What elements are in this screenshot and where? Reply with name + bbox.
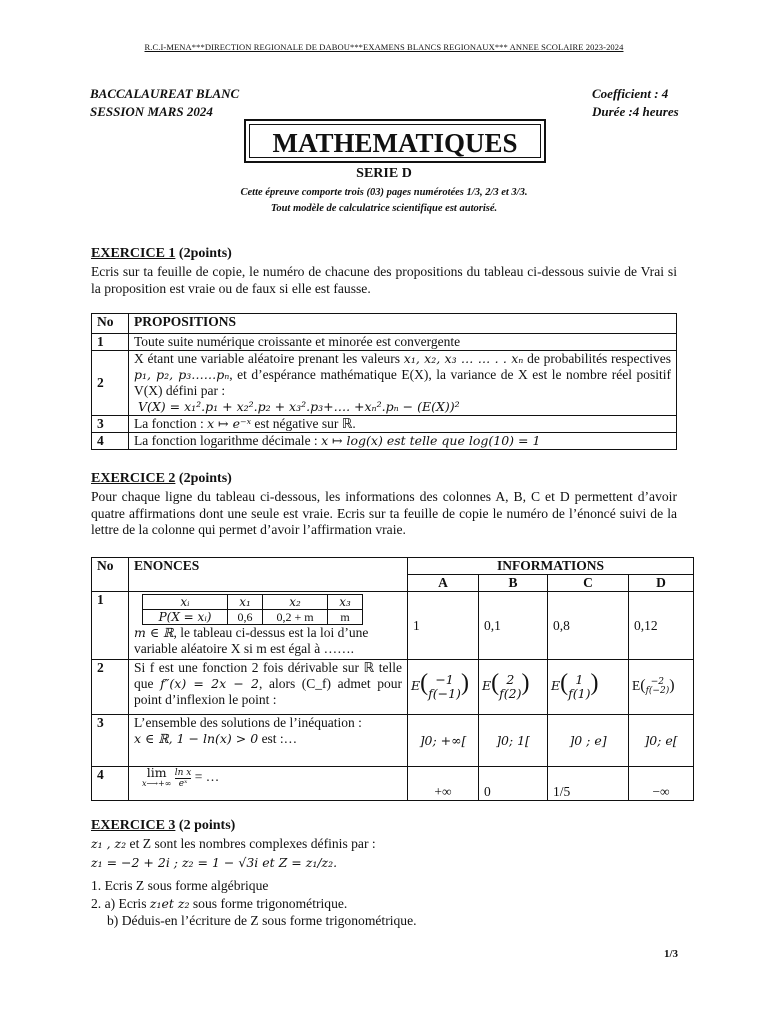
ex2-row-2-c: E( 1 f(1) ) bbox=[548, 660, 629, 715]
point-a-abscissa: −1 bbox=[435, 672, 454, 687]
ex2-col-no: No bbox=[92, 558, 129, 592]
point-c-abscissa: 1 bbox=[575, 672, 584, 687]
ex2-row-1-b: 0,1 bbox=[479, 592, 548, 660]
exam-banner: R.C.I-MENA***DIRECTION REGIONALE DE DABOU***EXAMENS BLANCS REGIONAUX*** ANNEE SCOLAIRE 2023-2024 bbox=[144, 42, 624, 52]
subject-title: MATHEMATIQUES bbox=[249, 124, 541, 158]
law-p2: 0,2 + m bbox=[263, 610, 328, 625]
point-d-prefix: E bbox=[632, 678, 641, 694]
exercise-3-intro bbox=[91, 836, 677, 853]
law-head-x1: x₁ bbox=[228, 595, 263, 610]
ex2-row-1-sentence: , le tableau ci-dessus est la loi d’une variable aléatoire X si m est égal à ……. bbox=[134, 625, 369, 656]
point-b-abscissa: 2 bbox=[506, 672, 515, 687]
row-4-text bbox=[129, 433, 677, 450]
exercise-1-title bbox=[91, 246, 232, 262]
ex3-question-2a-start: 2. a) Ecris bbox=[91, 896, 147, 911]
exercise-3-points: (2 points) bbox=[178, 818, 236, 833]
law-p3: m bbox=[328, 610, 363, 625]
row-3-text-b: est négative sur ℝ. bbox=[254, 416, 356, 431]
ex2-row-2-no: 2 bbox=[92, 660, 129, 715]
ex2-row-2-a: E( −1 f(−1) ) bbox=[408, 660, 479, 715]
row-2-text-c: , et d’espérance mathématique E(X), la variance de X est le nombre réel positif V(X) défini par : bbox=[134, 367, 672, 398]
limit-subscript: x⟶+∞ bbox=[142, 779, 172, 788]
point-a-ordinate: f(−1) bbox=[428, 686, 461, 701]
ex2-row-1-text bbox=[134, 625, 402, 657]
exercise-2-instruction: Pour chaque ligne du tableau ci-dessous, les informations des colonnes A, B, C et D permettent d’avoir quatre affirmations dont une seule est vraie. Ecris sur ta feuille de copie le numéro de l’énoncé suivi de la lettre de la colonne qui permet d’avoir l’affirmation vraie. bbox=[91, 489, 677, 537]
ex2-col-a: A bbox=[408, 575, 479, 592]
row-4-math: x ↦ log(x) est telle que log(10) = 1 bbox=[321, 433, 541, 448]
ex2-row-3-enonce bbox=[129, 715, 408, 767]
fraction-numerator: ln x bbox=[174, 767, 192, 778]
coefficient: Coefficient : 4 bbox=[592, 86, 669, 101]
ex2-row-4-d: −∞ bbox=[629, 767, 694, 801]
ex3-question-2a-math: z₁et z₂ bbox=[149, 896, 190, 911]
calculator-note: Tout modèle de calculatrice scientifique est autorisé. bbox=[270, 203, 498, 214]
ex2-row-1-no: 1 bbox=[92, 592, 129, 660]
exercise-3-label: EXERCICE 3 bbox=[91, 818, 176, 833]
point-c-ordinate: f(1) bbox=[568, 686, 591, 701]
ex2-row-3-no: 3 bbox=[92, 715, 129, 767]
ex3-variables: z₁ , z₂ bbox=[91, 836, 127, 851]
law-p1: 0,6 bbox=[228, 610, 263, 625]
probability-law-table bbox=[142, 594, 363, 625]
ex2-row-3-c: ]0 ; e] bbox=[548, 715, 629, 767]
row-3-text-a: La fonction : bbox=[134, 416, 204, 431]
ex2-row-3-d: ]0; e[ bbox=[629, 715, 694, 767]
ex2-row-2-b: E( 2 f(2) ) bbox=[479, 660, 548, 715]
exam-session: SESSION MARS 2024 bbox=[90, 104, 213, 119]
row-2-text bbox=[129, 351, 677, 416]
row-2-text-a: X étant une variable aléatoire prenant les valeurs bbox=[134, 351, 401, 366]
law-p-label: P(X = xᵢ) bbox=[143, 610, 228, 625]
ex2-row-1-enonce bbox=[129, 592, 408, 660]
exercise-3-title bbox=[91, 818, 235, 834]
exercise-1-label: EXERCICE 1 bbox=[91, 246, 176, 261]
subject-title-box bbox=[244, 119, 546, 163]
ex2-row-3-b: ]0; 1[ bbox=[479, 715, 548, 767]
point-a-prefix: E bbox=[411, 678, 421, 694]
ex2-row-2-text-b: , alors (C_f) admet pour point d’inflexion le point : bbox=[134, 676, 403, 707]
row-4-no: 4 bbox=[92, 433, 129, 450]
ex2-row-3-tail: est :… bbox=[261, 731, 298, 746]
row-2-no: 2 bbox=[92, 351, 129, 416]
ex2-row-1-math: m ∈ ℝ bbox=[134, 625, 174, 640]
law-head-x2: x₂ bbox=[263, 595, 328, 610]
ex2-col-b: B bbox=[479, 575, 548, 592]
point-b-ordinate: f(2) bbox=[499, 686, 522, 701]
ex2-row-4-no: 4 bbox=[92, 767, 129, 801]
pages-note: Cette épreuve comporte trois (03) pages numérotées 1/3, 2/3 et 3/3. bbox=[240, 187, 528, 198]
ex2-row-4-a: +∞ bbox=[408, 767, 479, 801]
exercise-2-title bbox=[91, 471, 232, 487]
row-4-text-a: La fonction logarithme décimale : bbox=[134, 433, 318, 448]
point-d-ordinate: f(−2) bbox=[645, 686, 670, 696]
row-2-values: x₁, x₂, x₃ … … . . xₙ bbox=[403, 351, 524, 366]
serie-label: SERIE D bbox=[356, 166, 412, 181]
ex2-row-3-text: L’ensemble des solutions de l’inéquation : bbox=[134, 715, 362, 730]
ex2-row-2-math: f″(x) = 2x − 2 bbox=[160, 676, 259, 691]
duration: Durée :4 heures bbox=[592, 104, 679, 119]
variance-formula: V(X) = x₁².p₁ + x₂².p₂ + x₃².p₃+…. +xₙ².pₙ − (E(X))² bbox=[138, 399, 460, 414]
ex2-col-informations: INFORMATIONS bbox=[408, 558, 694, 575]
ex2-col-d: D bbox=[629, 575, 694, 592]
exercise-1-table bbox=[91, 313, 677, 450]
ex2-row-4-b: 0 bbox=[479, 767, 548, 801]
ex2-row-4-enonce bbox=[129, 767, 408, 801]
ex2-col-enonces: ENONCES bbox=[129, 558, 408, 592]
ex3-question-2a bbox=[91, 896, 347, 913]
limit-tail: = … bbox=[194, 769, 220, 785]
row-3-math: x ↦ e⁻ˣ bbox=[207, 416, 252, 431]
ex2-row-1-d: 0,12 bbox=[629, 592, 694, 660]
ex2-row-2-text-a: Si f est une fonction 2 fois dérivable sur ℝ telle que bbox=[134, 660, 402, 691]
row-2-text-b: de probabilités respectives bbox=[527, 351, 672, 366]
exercise-1-points: (2points) bbox=[178, 246, 232, 261]
ex3-definitions: z₁ = −2 + 2i ; z₂ = 1 − √3i et Z = z₁/z₂. bbox=[91, 855, 338, 870]
ex3-question-2b: b) Déduis-en l’écriture de Z sous forme trigonométrique. bbox=[107, 913, 417, 928]
ex2-row-4-c: 1/5 bbox=[548, 767, 629, 801]
exam-type: BACCALAUREAT BLANC bbox=[90, 86, 240, 101]
ex2-row-3-a: ]0; +∞[ bbox=[408, 715, 479, 767]
point-b-prefix: E bbox=[482, 678, 492, 694]
fraction-denominator: eˣ bbox=[178, 778, 188, 789]
page-number: 1/3 bbox=[663, 948, 678, 960]
ex3-question-1: 1. Ecris Z sous forme algébrique bbox=[91, 878, 269, 893]
law-head-x3: x₃ bbox=[328, 595, 363, 610]
row-3-no: 3 bbox=[92, 416, 129, 433]
limit-symbol: lim bbox=[146, 765, 167, 780]
ex3-question-2a-end: sous forme trigonométrique. bbox=[192, 896, 348, 911]
ex2-row-1-a: 1 bbox=[408, 592, 479, 660]
exercise-2-points: (2points) bbox=[178, 471, 232, 486]
row-1-no: 1 bbox=[92, 334, 129, 351]
ex2-row-2-enonce bbox=[129, 660, 408, 715]
exercise-1-instruction: Ecris sur ta feuille de copie, le numéro de chacune des propositions du tableau ci-dessous suivie de Vrai si la proposition est vraie ou de faux si elle est fausse. bbox=[91, 264, 677, 296]
row-1-text: Toute suite numérique croissante et minorée est convergente bbox=[129, 334, 677, 351]
exercise-2-table bbox=[91, 557, 694, 801]
law-head-xi: xᵢ bbox=[143, 595, 228, 610]
row-3-text bbox=[129, 416, 677, 433]
point-d-abscissa: −2 bbox=[650, 677, 665, 687]
row-2-probabilities: p₁, p₂, p₃……pₙ bbox=[134, 367, 230, 382]
point-c-prefix: E bbox=[551, 678, 561, 694]
ex2-col-c: C bbox=[548, 575, 629, 592]
ex2-row-1-c: 0,8 bbox=[548, 592, 629, 660]
col-propositions-header: PROPOSITIONS bbox=[129, 314, 677, 334]
ex3-intro-text: et Z sont les nombres complexes définis par : bbox=[129, 836, 376, 851]
ex2-row-2-d: E( −2 f(−2) ) bbox=[629, 660, 694, 715]
ex2-row-3-math: x ∈ ℝ, 1 − ln(x) > 0 bbox=[134, 731, 259, 746]
col-no-header: No bbox=[92, 314, 129, 334]
exercise-2-label: EXERCICE 2 bbox=[91, 471, 176, 486]
